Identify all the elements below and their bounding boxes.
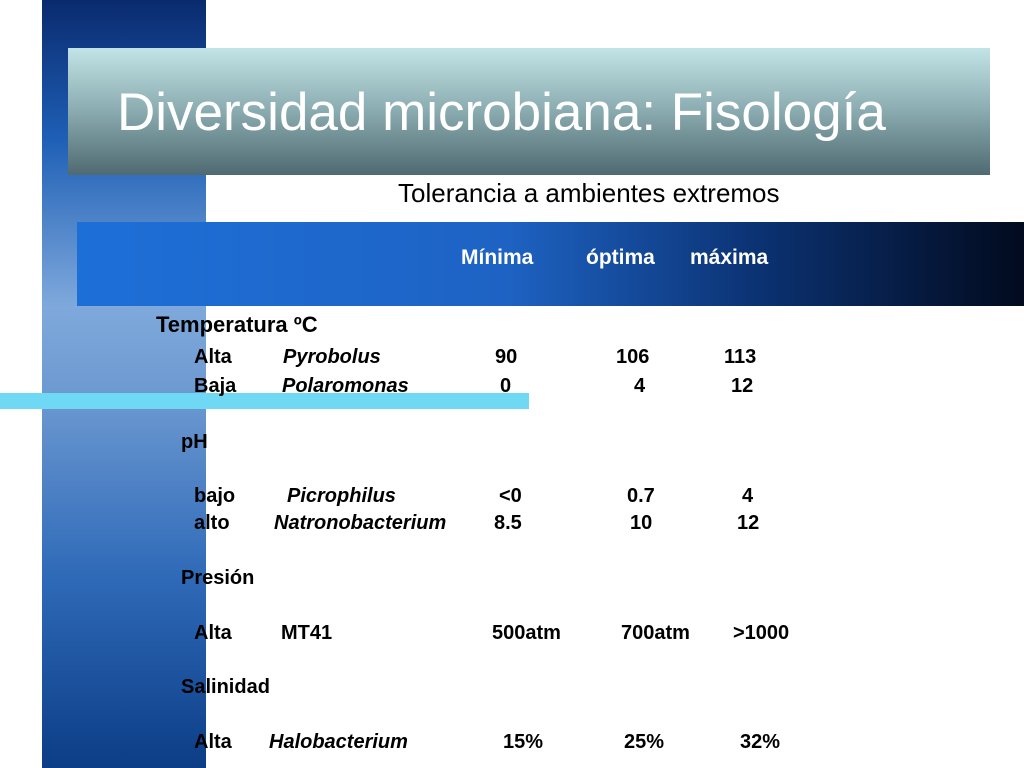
- row-opt: 106: [616, 346, 650, 368]
- row-level: Alta: [194, 622, 232, 644]
- cyan-accent-line: [0, 393, 529, 409]
- row-level: Baja: [194, 375, 237, 397]
- header-min: Mínima: [461, 246, 534, 269]
- row-organism: Polaromonas: [282, 375, 409, 397]
- row-min: <0: [499, 485, 522, 507]
- row-level: alto: [194, 512, 230, 534]
- row-min: 0: [500, 375, 512, 397]
- row-max: >1000: [733, 622, 790, 644]
- row-max: 12: [737, 512, 760, 534]
- row-organism: MT41: [281, 622, 333, 644]
- row-level: Alta: [194, 731, 232, 753]
- section-label-salinity: Salinidad: [181, 676, 270, 698]
- row-min: 15%: [503, 731, 544, 753]
- row-organism: Halobacterium: [269, 731, 408, 753]
- row-max: 4: [742, 485, 754, 507]
- row-opt: 4: [634, 375, 646, 397]
- row-level: bajo: [194, 485, 236, 507]
- row-organism: Pyrobolus: [283, 346, 381, 368]
- row-max: 12: [731, 375, 754, 397]
- header-max: máxima: [690, 246, 769, 269]
- slide-title: Diversidad microbiana: Fisología: [117, 83, 886, 142]
- section-label-ph: pH: [181, 431, 208, 453]
- row-level: Alta: [194, 346, 232, 368]
- row-opt: 0.7: [627, 485, 655, 507]
- column-header-band: [77, 222, 1024, 306]
- row-min: 500atm: [492, 622, 561, 644]
- header-opt: óptima: [586, 246, 655, 269]
- row-opt: 25%: [624, 731, 665, 753]
- row-organism: Natronobacterium: [274, 512, 447, 534]
- row-organism: Picrophilus: [287, 485, 396, 507]
- row-opt: 700atm: [621, 622, 690, 644]
- section-label-pressure: Presión: [181, 567, 255, 589]
- slide-subtitle: Tolerancia a ambientes extremos: [398, 178, 780, 208]
- row-max: 32%: [740, 731, 781, 753]
- row-max: 113: [724, 346, 757, 368]
- row-opt: 10: [630, 512, 653, 534]
- section-label-temperature: Temperatura ºC: [156, 312, 318, 337]
- row-min: 90: [495, 346, 518, 368]
- row-min: 8.5: [494, 512, 522, 534]
